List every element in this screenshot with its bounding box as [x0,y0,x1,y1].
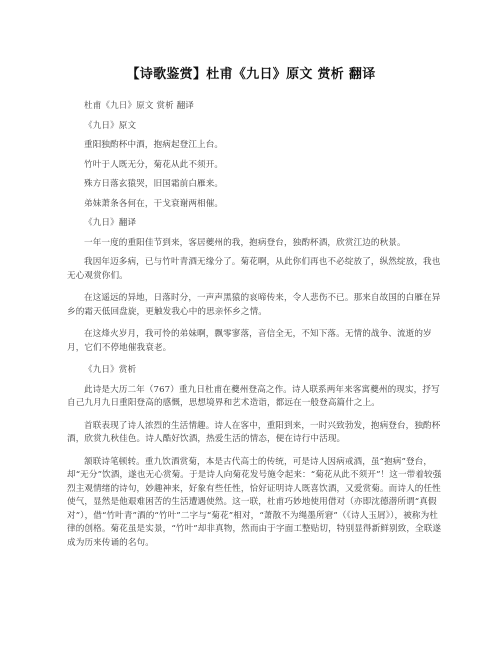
appreciation-paragraph: 首联表现了诗人浓烈的生活情趣。诗人在客中，重阳到来，一时兴致勃发，抱病登台，独酌杯酒，欣赏九秋佳色。诗人酷好饮酒，热爱生活的情态，便在诗行中活现。 [67,420,441,444]
document-body [67,100,443,559]
section-heading-appreciation: 《九日》赏析 [84,365,137,375]
paragraph-subtitle: 杜甫《九日》原文 赏析 翻译 [84,101,194,111]
document-title: 【诗歌鉴赏】杜甫《九日》原文 赏析 翻译 [126,67,376,82]
translation-paragraph: 一年一度的重阳佳节到来，客居夔州的我，抱病登台，独酌杯酒，欣赏江边的秋景。 [84,237,406,248]
poem-line: 弟妹萧条各何在，干戈衰谢两相催。 [84,198,224,209]
translation-paragraph: 在这烽火岁月，我可怜的弟妹啊，飘零寥落，音信全无，不知下落。无情的战争、流逝的岁月，它们不停地催我衰老。 [67,329,432,353]
translation-paragraph: 我因年迈多病，已与竹叶青酒无缘分了。菊花啊，从此你们再也不必绽放了，纵然绽放，我也无心观赏你们。 [67,257,441,281]
appreciation-paragraph: 此诗是大历二年（767）重九日杜甫在夔州登高之作。诗人联系两年来客寓夔州的现实，抒写自己九月九日重阳登高的感慨，思想境界和艺术造诣，都远在一般登高篇什之上。 [67,384,440,408]
poem-line: 殊方日落玄猿哭，旧国霜前白雁来。 [84,179,224,189]
appreciation-paragraph: 颔联诗笔顿转。重九饮酒赏菊，本是古代高士的传统，可是诗人因病戒酒，虽“抱病”登台，却“无分”饮酒，遂也无心赏菊。于是诗人向菊花发号施令起来：“菊花从此不须开”！这一带着较强烈主观情绪的诗句，妙趣神来，好象有些任性，恰好证明诗人既喜饮酒，又爱赏菊。而诗人的任性使气，显然是他艰难困苦的生活遭遇使然。这一联，杜甫巧妙地使用借对（亦即沈德潜所谓“真假对”），借“竹叶青”酒的“竹叶”二字与“菊花”相对，“萧散不为绳墨所窘”（《诗人玉屑》），被称为杜律的创格。菊花虽是实景，“竹叶”却非真物，然而由于字面工整贴切，特别显得新鲜别致，全联遂成为历来传诵的名句。 [67,456,442,548]
poem-line: 重阳独酌杯中酒，抱病起登江上台。 [84,140,224,150]
translation-paragraph: 在这遥远的异地，日落时分，一声声黑猿的哀啼传来，令人悲伤不已。那来自故国的白雁在异乡的霜天低回盘旋，更触发我心中的思亲怀乡之情。 [67,293,441,317]
poem-line: 竹叶于人既无分，菊花从此不须开。 [84,159,224,170]
section-heading-translation: 《九日》翻译 [84,218,137,228]
section-heading-original: 《九日》原文 [84,120,137,131]
